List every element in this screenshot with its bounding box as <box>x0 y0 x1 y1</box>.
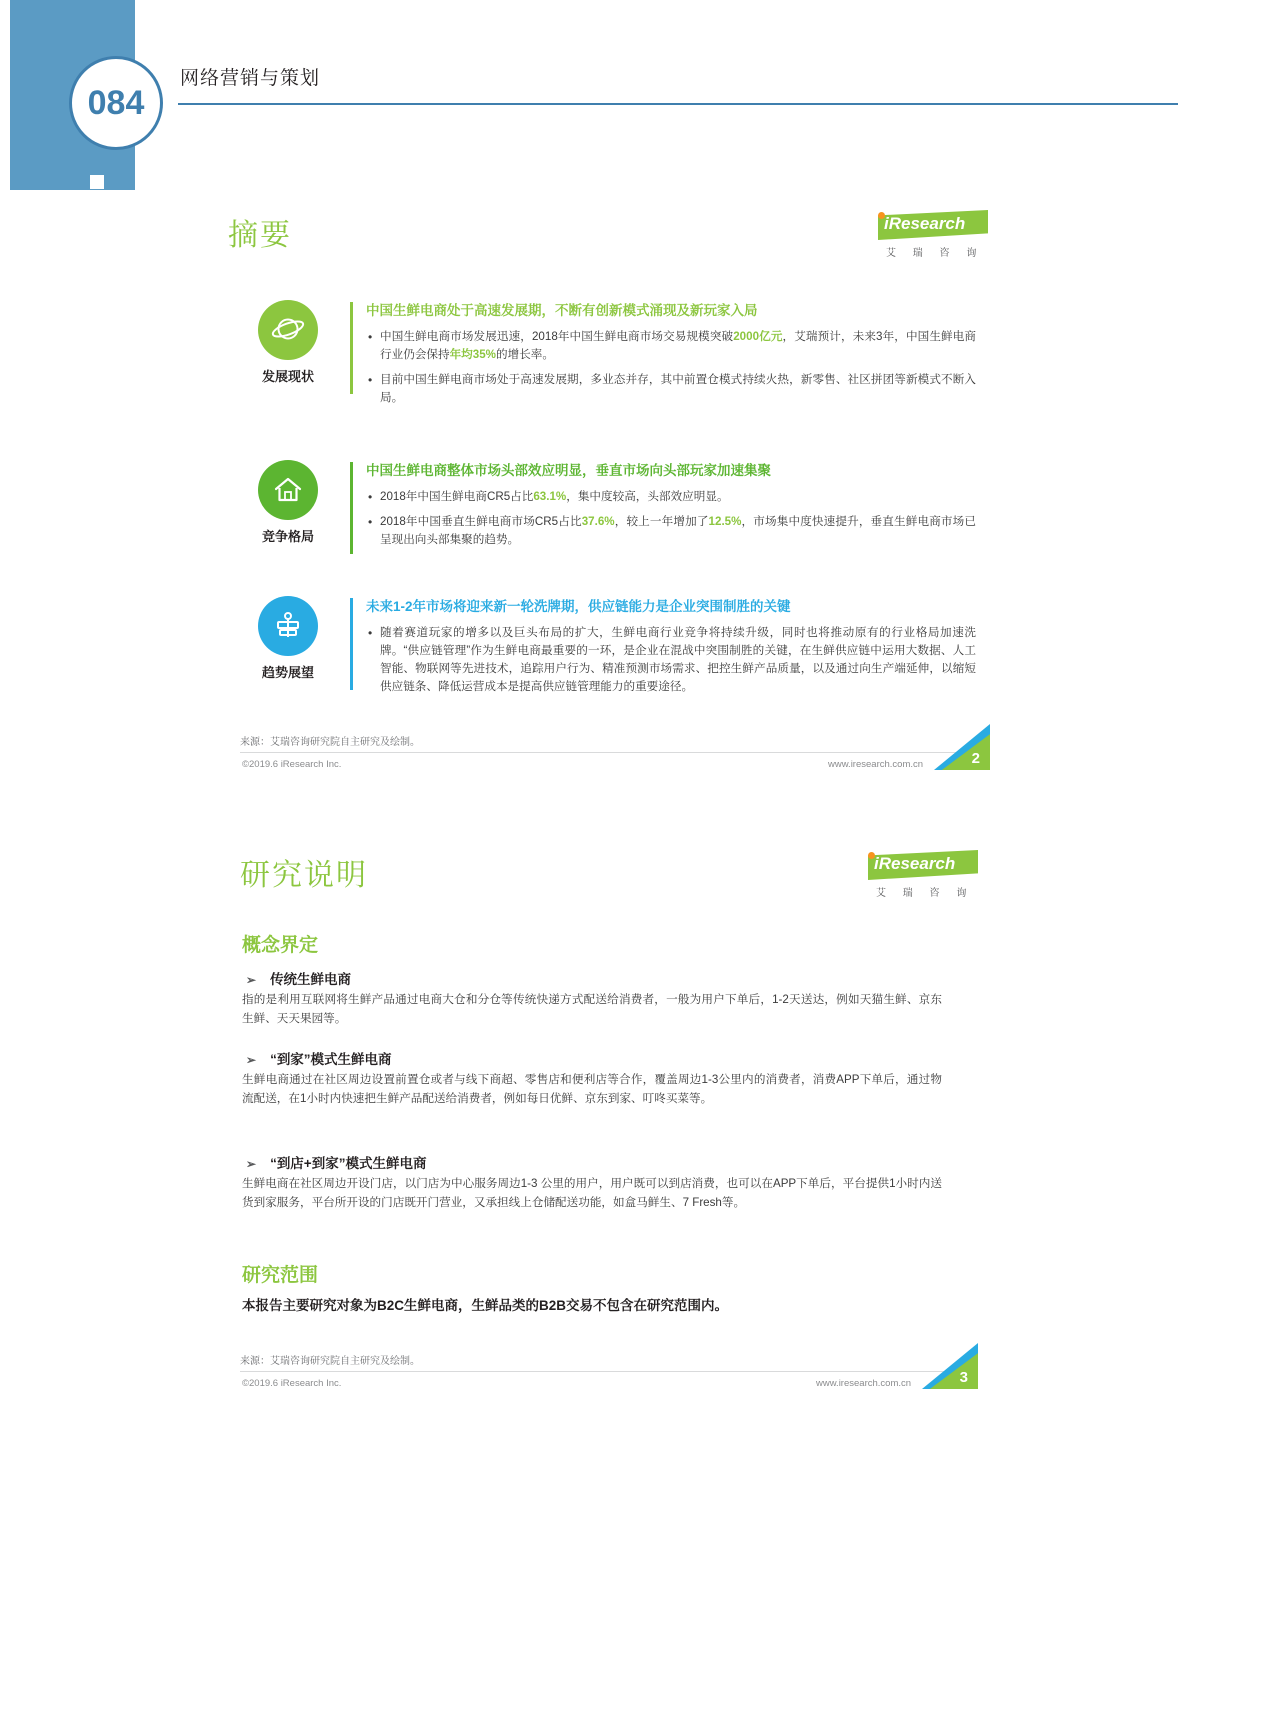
logo-subtitle: 艾 瑞 咨 询 <box>886 248 984 259</box>
list-item: • 中国生鲜电商市场发展迅速，2018年中国生鲜电商市场交易规模突破2000亿元，艾瑞预计，未来3年，中国生鲜电商行业仍会保持年均35%的增长率。 <box>366 328 976 364</box>
slide-page-number: 2 <box>971 750 980 767</box>
arrow-icon: ➢ <box>246 1157 257 1171</box>
concept-heading-traditional: ➢ 传统生鲜电商 <box>246 972 352 987</box>
summary-row-bullets <box>366 624 976 703</box>
summary-row-heading: 未来1-2年市场将迎来新一轮洗牌期，供应链能力是企业突围制胜的关键 <box>366 599 791 614</box>
slide2-title: 研究说明 <box>240 859 368 892</box>
header-notch <box>90 175 104 189</box>
scope-statement: 本报告主要研究对象为B2C生鲜电商，生鲜品类的B2B交易不包含在研究范围内。 <box>242 1298 729 1313</box>
row-accent-bar <box>350 598 353 690</box>
summary-row-label: 发展现状 <box>261 369 314 384</box>
slide-page-number: 3 <box>959 1369 968 1386</box>
header-notch-accent <box>104 160 116 172</box>
source-note: 来源：艾瑞咨询研究院自主研究及绘制。 <box>240 737 420 748</box>
slide-summary <box>228 196 995 776</box>
footer-divider <box>240 752 980 753</box>
signpost-icon <box>258 596 318 656</box>
page-number: 084 <box>87 83 145 122</box>
book-title: 网络营销与策划 <box>180 68 321 89</box>
slide-research-notes <box>228 832 995 1389</box>
planet-icon <box>258 300 318 360</box>
summary-row-label: 趋势展望 <box>261 665 314 680</box>
concept-body-home: 生鲜电商通过在社区周边设置前置仓或者与线下商超、零售店和便利店等合作，覆盖周边1-3公里内的消费者，消费APP下单后，通过物流配送，在1小时内快速把生鲜产品配送给消费者，例如每日优鲜、京东到家、叮咚买菜等。 <box>242 1073 942 1105</box>
logo-subtitle: 艾 瑞 咨 询 <box>876 888 974 899</box>
list-item: • 随着赛道玩家的增多以及巨头布局的扩大，生鲜电商行业竞争将持续升级，同时也将推动原有的行业格局加速洗牌。“供应链管理”作为生鲜电商最重要的一环，是企业在混战中突围制胜的关键，在生鲜供应链中运用大数据、人工智能、物联网等先进技术，追踪用户行为、精准预测市场需求、把控生鲜产品质量，以及通过向生产端延伸，以缩短供应链条、降低运营成本是提高供应链管理能力的重要途径。 <box>366 624 976 696</box>
source-note: 来源：艾瑞咨询研究院自主研究及绘制。 <box>240 1356 420 1367</box>
slide1-title: 摘要 <box>228 219 292 252</box>
footer-divider <box>240 1371 970 1372</box>
summary-row-heading: 中国生鲜电商整体市场头部效应明显，垂直市场向头部玩家加速集聚 <box>366 463 771 478</box>
home-icon <box>258 460 318 520</box>
section-title-scope: 研究范围 <box>242 1265 319 1286</box>
website-url: www.iresearch.com.cn <box>816 1378 912 1389</box>
list-item: • 2018年中国生鲜电商CR5占比63.1%，集中度较高，头部效应明显。 <box>366 488 976 506</box>
row-accent-bar <box>350 462 353 554</box>
iresearch-logo <box>858 850 978 899</box>
website-url: www.iresearch.com.cn <box>828 759 924 770</box>
header-divider <box>178 103 1178 105</box>
page-number-badge <box>69 56 163 150</box>
copyright: ©2019.6 iResearch Inc. <box>242 759 342 770</box>
concept-body-traditional: 指的是利用互联网将生鲜产品通过电商大仓和分仓等传统快递方式配送给消费者，一般为用户下单后，1-2天送达，例如天猫生鲜、京东生鲜、天天果园等。 <box>242 993 942 1025</box>
concept-heading-home: ➢ “到家”模式生鲜电商 <box>246 1052 392 1067</box>
copyright: ©2019.6 iResearch Inc. <box>242 1378 342 1389</box>
slide2-corner-badge <box>922 1343 978 1389</box>
slide1-corner-badge <box>934 724 990 770</box>
arrow-icon: ➢ <box>246 973 257 987</box>
concept-body-store-home: 生鲜电商在社区周边开设门店，以门店为中心服务周边1-3 公里的用户，用户既可以到店消费，也可以在APP下单后，平台提供1小时内送货到家服务，平台所开设的门店既开门营业，又承担线上仓储配送功能，如盒马鲜生、7 Fresh等。 <box>242 1177 942 1209</box>
summary-row-bullets <box>366 328 976 414</box>
row-accent-bar <box>350 302 353 394</box>
iresearch-logo <box>868 210 988 259</box>
summary-row-heading: 中国生鲜电商处于高速发展期，不断有创新模式涌现及新玩家入局 <box>366 303 758 318</box>
arrow-icon: ➢ <box>246 1053 257 1067</box>
summary-row-bullets <box>366 488 976 556</box>
section-title-concepts: 概念界定 <box>242 935 319 956</box>
logo-text: iResearch <box>874 854 956 873</box>
concept-heading-store-home: ➢ “到店+到家”模式生鲜电商 <box>246 1156 427 1171</box>
list-item: • 2018年中国垂直生鲜电商市场CR5占比37.6%，较上一年增加了12.5%，市场集中度快速提升，垂直生鲜电商市场已呈现出向头部集聚的趋势。 <box>366 513 976 549</box>
summary-row-label: 竞争格局 <box>261 529 314 544</box>
page-header <box>0 0 1275 200</box>
logo-text: iResearch <box>884 214 966 233</box>
list-item: • 目前中国生鲜电商市场处于高速发展期，多业态并存，其中前置仓模式持续火热，新零售、社区拼团等新模式不断入局。 <box>366 371 976 407</box>
